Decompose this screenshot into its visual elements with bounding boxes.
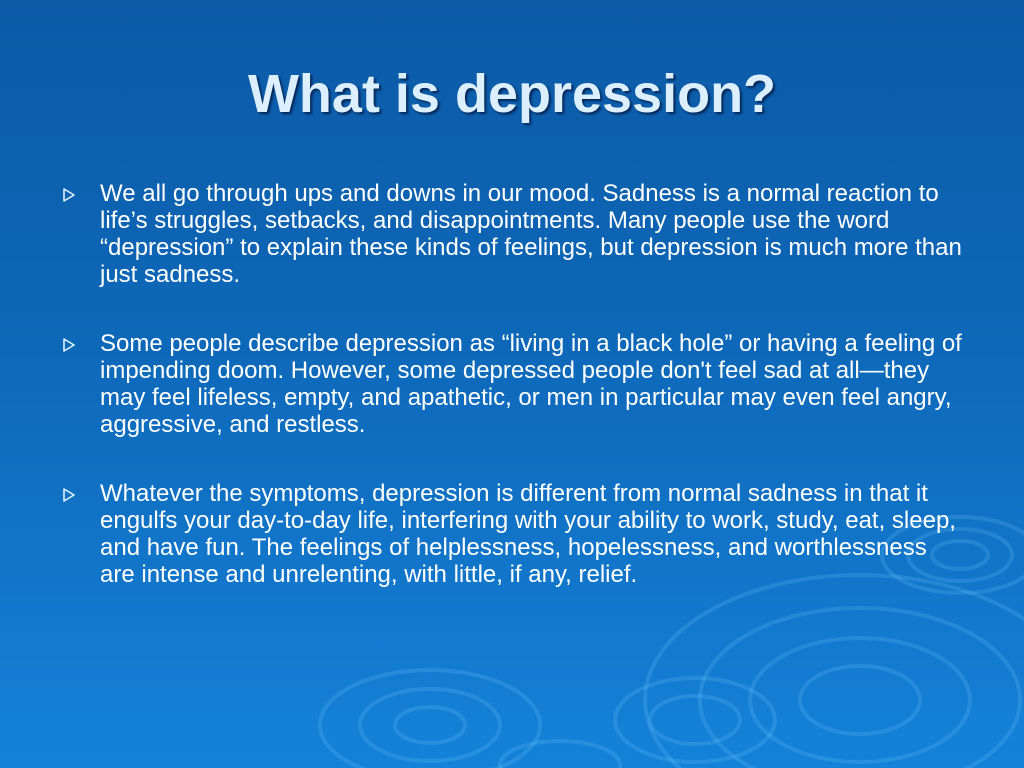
bullet-item	[62, 480, 962, 588]
bullet-text: We all go through ups and downs in our mood. Sadness is a normal reaction to life’s struggles, setbacks, and disappointments. Many people use the word “depression” to explain these kinds of feelings, but depression is much more than just sadness.	[100, 180, 962, 288]
bullet-item	[62, 330, 962, 438]
bullet-text: Some people describe depression as “living in a black hole” or having a feeling of impending doom. However, some depressed people don't feel sad at all—they may feel lifeless, empty, and apathetic, or men in particular may even feel angry, aggressive, and restless.	[100, 330, 962, 438]
bullet-item	[62, 180, 962, 288]
slide-title: What is depression?	[247, 64, 777, 124]
arrow-bullet-icon	[62, 188, 76, 202]
arrow-bullet-icon	[62, 338, 76, 352]
arrow-bullet-icon	[62, 488, 76, 502]
bullet-list	[62, 180, 962, 630]
bullet-text: Whatever the symptoms, depression is different from normal sadness in that it engulfs your day-to-day life, interfering with your ability to work, study, eat, sleep, and have fun. The feelings of helplessness, hopelessness, and worthlessness are intense and unrelenting, with little, if any, relief.	[100, 480, 956, 588]
